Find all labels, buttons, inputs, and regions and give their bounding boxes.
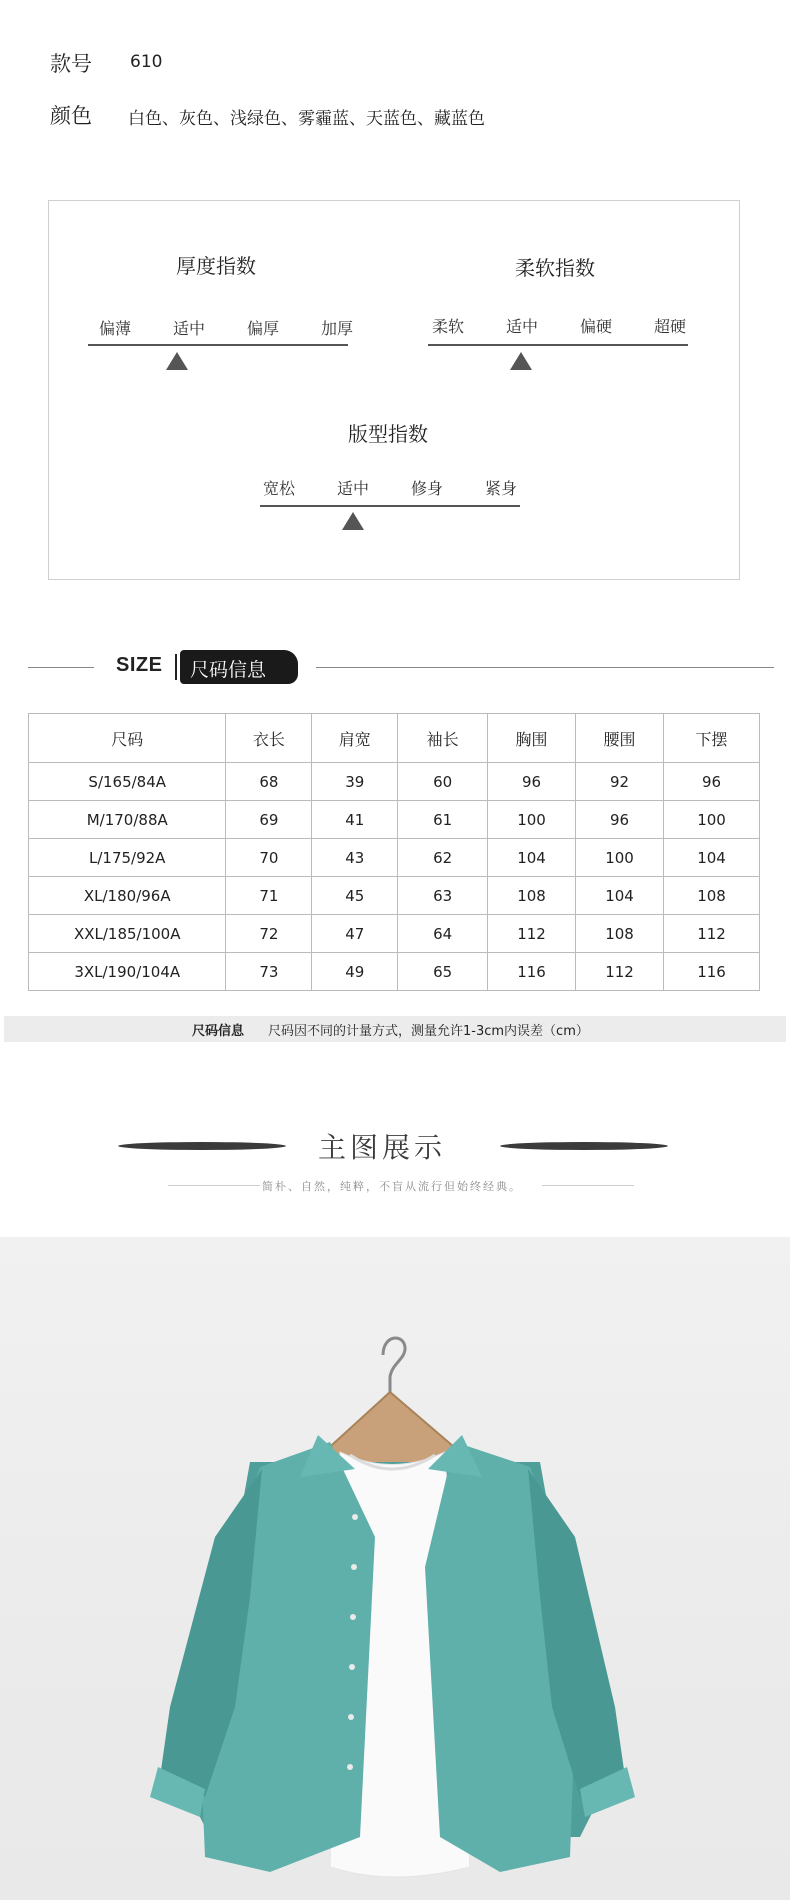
table-cell: 69	[226, 801, 312, 839]
color-label: 颜色	[50, 104, 92, 128]
table-row	[29, 953, 760, 991]
table-cell: 71	[226, 877, 312, 915]
softness-title: 柔软指数	[515, 256, 595, 280]
size-info-heading: 尺码信息	[190, 659, 267, 681]
thickness-option: 偏薄	[98, 319, 131, 338]
softness-scale-line	[428, 344, 688, 346]
table-cell: 104	[488, 839, 576, 877]
showcase-title: 主图展示	[318, 1131, 447, 1164]
subtitle-rule-left	[168, 1185, 260, 1186]
table-cell: XXL/185/100A	[29, 915, 226, 953]
table-header-cell: 下摆	[664, 714, 760, 763]
table-header-cell: 肩宽	[312, 714, 398, 763]
size-note-label: 尺码信息	[192, 1023, 245, 1039]
table-header-cell: 腰围	[576, 714, 664, 763]
table-cell: 104	[664, 839, 760, 877]
fit-title: 版型指数	[348, 422, 428, 446]
table-row	[29, 915, 760, 953]
table-cell: 72	[226, 915, 312, 953]
thickness-title: 厚度指数	[176, 254, 256, 278]
table-cell: 112	[664, 915, 760, 953]
softness-option: 柔软	[431, 317, 464, 336]
fit-option: 宽松	[262, 479, 295, 498]
style-number-value: 610	[130, 52, 163, 72]
table-cell: 63	[398, 877, 488, 915]
table-cell: 96	[664, 763, 760, 801]
softness-option: 适中	[505, 317, 538, 336]
table-cell: 65	[398, 953, 488, 991]
table-cell: 3XL/190/104A	[29, 953, 226, 991]
table-cell: 61	[398, 801, 488, 839]
shirt-illustration	[0, 1237, 790, 1900]
table-row	[29, 801, 760, 839]
table-header-row	[29, 714, 760, 763]
size-note-text: 尺码因不同的计量方式，测量允许1-3cm内误差（cm）	[268, 1023, 589, 1039]
softness-indicator-icon	[510, 352, 532, 370]
softness-option: 超硬	[653, 317, 686, 336]
table-cell: 96	[576, 801, 664, 839]
fit-indicator-icon	[342, 512, 364, 530]
table-cell: 49	[312, 953, 398, 991]
color-value: 白色、灰色、浅绿色、雾霾蓝、天蓝色、藏蓝色	[128, 109, 485, 129]
table-cell: M/170/88A	[29, 801, 226, 839]
table-cell: 112	[576, 953, 664, 991]
table-cell: 96	[488, 763, 576, 801]
size-table	[28, 713, 760, 991]
fit-option: 紧身	[484, 479, 517, 498]
table-cell: 100	[664, 801, 760, 839]
table-cell: 108	[576, 915, 664, 953]
table-cell: 43	[312, 839, 398, 877]
thickness-option: 适中	[172, 319, 205, 338]
fit-options	[242, 476, 538, 499]
table-header-cell: 袖长	[398, 714, 488, 763]
thickness-option: 加厚	[320, 319, 353, 338]
table-cell: 41	[312, 801, 398, 839]
table-cell: 39	[312, 763, 398, 801]
product-photo	[0, 1237, 790, 1900]
ink-stroke-right	[500, 1142, 668, 1150]
table-header-cell: 尺码	[29, 714, 226, 763]
thickness-scale-line	[88, 344, 348, 346]
table-cell: 70	[226, 839, 312, 877]
thickness-option: 偏厚	[246, 319, 279, 338]
thickness-indicator-icon	[166, 352, 188, 370]
table-row	[29, 877, 760, 915]
size-heading: SIZE	[116, 654, 163, 676]
style-number-label: 款号	[50, 52, 92, 76]
table-header-cell: 衣长	[226, 714, 312, 763]
divider-left	[28, 667, 94, 668]
divider-right	[316, 667, 774, 668]
table-cell: 64	[398, 915, 488, 953]
table-cell: 116	[664, 953, 760, 991]
table-cell: 100	[488, 801, 576, 839]
table-cell: 100	[576, 839, 664, 877]
heading-separator	[175, 654, 177, 680]
table-cell: 108	[488, 877, 576, 915]
table-cell: 47	[312, 915, 398, 953]
thickness-options	[78, 316, 374, 339]
table-header-cell: 胸围	[488, 714, 576, 763]
size-note-bar	[4, 1016, 786, 1042]
fit-option: 修身	[410, 479, 443, 498]
table-cell: 104	[576, 877, 664, 915]
table-cell: 60	[398, 763, 488, 801]
table-cell: 73	[226, 953, 312, 991]
table-cell: S/165/84A	[29, 763, 226, 801]
table-cell: 92	[576, 763, 664, 801]
table-cell: L/175/92A	[29, 839, 226, 877]
table-cell: XL/180/96A	[29, 877, 226, 915]
table-cell: 68	[226, 763, 312, 801]
showcase-subtitle: 简朴、自然，纯粹，不盲从流行但始终经典。	[262, 1180, 522, 1193]
fit-option: 适中	[336, 479, 369, 498]
softness-option: 偏硬	[579, 317, 612, 336]
table-row	[29, 763, 760, 801]
table-cell: 45	[312, 877, 398, 915]
table-cell: 116	[488, 953, 576, 991]
table-row	[29, 839, 760, 877]
table-cell: 108	[664, 877, 760, 915]
fit-scale-line	[260, 505, 520, 507]
table-cell: 62	[398, 839, 488, 877]
subtitle-rule-right	[542, 1185, 634, 1186]
ink-stroke-left	[118, 1142, 286, 1150]
softness-options	[411, 314, 707, 337]
table-cell: 112	[488, 915, 576, 953]
